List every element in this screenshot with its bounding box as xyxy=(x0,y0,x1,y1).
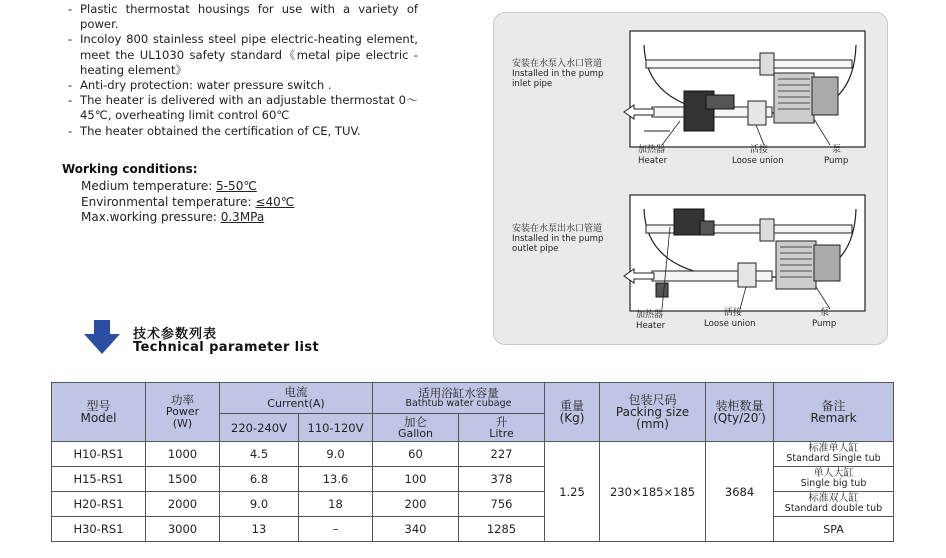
cell-litre: 1285 xyxy=(459,517,545,542)
installation-diagram xyxy=(494,13,889,346)
condition-value: 0.3MPa xyxy=(220,210,265,225)
cell-model: H30-RS1 xyxy=(52,517,146,542)
condition-value: ≤40℃ xyxy=(255,194,295,209)
header-remark: 备注 Remark xyxy=(774,383,894,442)
cell-weight: 1.25 xyxy=(545,442,600,542)
cell-remark: 标准双人缸 Standard double tub xyxy=(774,492,894,517)
header-packing: 包装尺码 Packing size (mm) xyxy=(600,383,706,442)
bottom-caption-cn: 安装在水泵出水口管道 xyxy=(512,224,603,234)
cell-remark: SPA xyxy=(774,517,894,542)
down-arrow-icon xyxy=(84,320,120,354)
working-condition-item xyxy=(81,210,294,226)
cell-current-a: 6.8 xyxy=(220,467,299,492)
installation-diagram-panel xyxy=(493,12,888,345)
bottom-heater-cn: 加热器 xyxy=(636,310,664,320)
cell-current-b: – xyxy=(299,517,373,542)
cell-gallon: 340 xyxy=(373,517,459,542)
technical-parameter-table xyxy=(51,382,894,542)
top-union-en: Loose union xyxy=(732,156,784,166)
working-condition-item xyxy=(81,195,294,211)
working-conditions-title: Working conditions: xyxy=(62,162,198,176)
cell-litre: 378 xyxy=(459,467,545,492)
top-union-cn: 活接 xyxy=(750,145,769,155)
cell-model: H15-RS1 xyxy=(52,467,146,492)
cell-power: 1500 xyxy=(146,467,220,492)
table-row xyxy=(52,442,894,467)
inlet-installation-diagram xyxy=(624,31,865,147)
cell-gallon: 100 xyxy=(373,467,459,492)
pipe xyxy=(646,60,852,68)
top-caption-cn: 安装在水泵入水口管道 xyxy=(512,59,603,69)
top-pump-en: Pump xyxy=(824,156,849,166)
working-condition-item xyxy=(81,179,294,195)
pump-motor xyxy=(814,245,840,281)
bottom-union-cn: 活接 xyxy=(724,308,743,318)
cell-current-b: 13.6 xyxy=(299,467,373,492)
feature-list xyxy=(68,2,418,139)
cell-packing: 230×185×185 xyxy=(600,442,706,542)
heater-box xyxy=(700,221,714,235)
header-cubage: 适用浴缸水容量 Bathtub water cubage xyxy=(373,383,545,414)
header-current-b: 110-120V xyxy=(299,414,373,442)
top-heater-cn: 加热器 xyxy=(638,145,666,155)
cell-power: 2000 xyxy=(146,492,220,517)
outlet-installation-diagram xyxy=(624,195,865,311)
header-current: 电流 Current(A) xyxy=(220,383,373,414)
header-power: 功率 Power (W) xyxy=(146,383,220,442)
header-model: 型号 Model xyxy=(52,383,146,442)
cell-current-a: 9.0 xyxy=(220,492,299,517)
top-heater-en: Heater xyxy=(638,156,668,166)
top-pump-cn: 泵 xyxy=(832,145,842,155)
ground-block xyxy=(656,283,668,297)
union-fitting xyxy=(760,219,774,241)
top-caption-en: Installed in the pump xyxy=(512,69,604,79)
section-title-cn: 技术参数列表 xyxy=(133,327,218,342)
union-fitting xyxy=(748,101,766,125)
bottom-pump-en: Pump xyxy=(812,319,837,329)
feature-item: - The heater is delivered with an adjustable thermostat 0～45℃, overheating limit control 60℃ xyxy=(68,93,418,123)
cell-current-a: 4.5 xyxy=(220,442,299,467)
cell-current-b: 9.0 xyxy=(299,442,373,467)
union-fitting xyxy=(760,53,774,75)
union-fitting xyxy=(738,263,756,287)
cell-gallon: 60 xyxy=(373,442,459,467)
condition-value: 5-50℃ xyxy=(216,179,257,193)
condition-label: Environmental temperature: xyxy=(81,194,256,209)
bottom-caption-en: Installed in the pump xyxy=(512,234,604,244)
feature-item: - The heater obtained the certification of CE, TUV. xyxy=(68,124,418,139)
bottom-union-en: Loose union xyxy=(704,319,756,329)
condition-label: Max.working pressure: xyxy=(81,210,221,225)
feature-item: - Plastic thermostat housings for use with a variety of power. xyxy=(68,2,418,32)
cell-current-a: 13 xyxy=(220,517,299,542)
pump-icon xyxy=(774,73,814,123)
cell-current-b: 18 xyxy=(299,492,373,517)
feature-item: - Incoloy 800 stainless steel pipe electric-heating element, meet the UL1030 safety standard《metal pipe electric -heating element》 xyxy=(68,32,418,78)
cell-gallon: 200 xyxy=(373,492,459,517)
header-qty: 装柜数量 (Qty/20′) xyxy=(706,383,774,442)
header-weight: 重量 (Kg) xyxy=(545,383,600,442)
top-caption-en: inlet pipe xyxy=(512,79,553,89)
cell-model: H10-RS1 xyxy=(52,442,146,467)
working-conditions-list xyxy=(81,179,294,226)
header-gallon: 加仑 Gallon xyxy=(373,414,459,442)
section-title-en: Technical parameter list xyxy=(133,340,320,355)
cell-model: H20-RS1 xyxy=(52,492,146,517)
condition-label: Medium temperature: xyxy=(81,179,217,193)
cell-power: 1000 xyxy=(146,442,220,467)
pump-motor xyxy=(812,77,838,115)
bottom-heater-en: Heater xyxy=(636,321,666,331)
bottom-caption-en: outlet pipe xyxy=(512,244,559,254)
feature-item: - Anti-dry protection: water pressure switch . xyxy=(68,78,418,93)
cell-litre: 227 xyxy=(459,442,545,467)
header-litre: 升 Litre xyxy=(459,414,545,442)
cell-remark: 单人大缸 Single big tub xyxy=(774,467,894,492)
header-current-a: 220-240V xyxy=(220,414,299,442)
cell-litre: 756 xyxy=(459,492,545,517)
bottom-pump-cn: 泵 xyxy=(820,308,830,318)
cell-remark: 标准单人缸 Standard Single tub xyxy=(774,442,894,467)
cell-power: 3000 xyxy=(146,517,220,542)
cell-qty: 3684 xyxy=(706,442,774,542)
heater-box xyxy=(706,95,734,109)
